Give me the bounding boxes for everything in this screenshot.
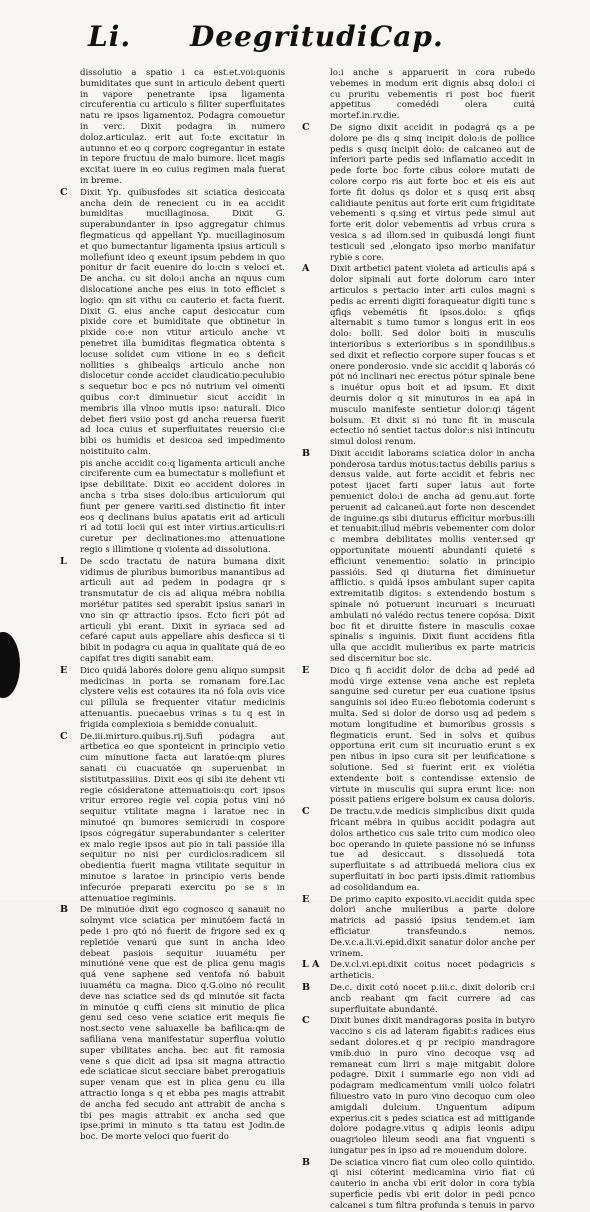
paragraph xyxy=(302,959,535,982)
paragraph xyxy=(302,981,535,1015)
margin-marker: L xyxy=(60,555,67,567)
paragraph xyxy=(302,447,535,665)
margin-marker: C xyxy=(302,806,310,818)
paragraph xyxy=(302,121,535,263)
paragraph-text: Dixit accidit laborams sciatica dolor in ancha ponderosa tardus motus:tactus debilis parius s densus valde. aut forte accidit et febris nec potest ijacet farti super latus aut forte penuenict dolo:i de ancha ad genu.aut forte peruenit ad calcaneú.aut forte non descendet de inguine.qs sibi diuturus efficitur morbus:illi et tenuabit:illud mébris vebementer com dolor c membra debilitates mollis venter.sed qr opportunitate mouenti abundanti quieté s efficiunt venementio: solatio in principio passióis. Sed qi diuturna fiet diminuetur afflictio. s quidá ipsos ambulant super capita extremitatib digitos: s extendendo bostum s spinale nó potuerunt incuruari s incuruati ambulati nó valédo rectus tenere copósa. Dixit boc fit et diruitte fistere in masculis coxae spinalis s inguinis. Dixit fiunt accidens fitla ulla que accidit mulieribus ex parte matricis sed discernitur boc sic. xyxy=(330,448,535,665)
paragraph-text: De primo capito exposito.vi.accidit quida spec dolori anche mulieribus a parte dolore matricis ad passió ipsius tendem.et iam efficiatur transfeundo.s nemos. De.v.c.a.li.vi.epid.dixit sanatur dolor anche per vrinem. xyxy=(330,894,535,959)
paragraph-text: pis anche accidit co:q ligamenta articuli anche circiferente cum ea bumectatur s mollefiunt et ipse debilitate. Dixit eo accident dolores in ancha s trba sises dolo:ibus articulorum qui fiunt per genere variti.sed distinctio fit inter eos q declinans buius apatatis erit ad articuli ri ad totii locii qui est inter virtius.articulis:ri curetur per declinationes:mo attenuatione regio s illimtione q violenta ad dissolutiona. xyxy=(80,458,285,556)
paragraph xyxy=(80,68,285,187)
paragraph xyxy=(60,730,285,905)
paragraph xyxy=(302,893,535,960)
paragraph-text: De sciatica vincro fiat cum oleo collo quintido. qi nisi cóterint medicamina virio fiat cú cauterio in ancha vbi erit dolor in cora tybia superficie pedis vbi erit dolor in pedi pcnco calcanei s tum filtra profunda s tenuis in parvo xyxy=(330,1157,535,1211)
paragraph xyxy=(60,186,285,458)
margin-marker: B xyxy=(302,1156,311,1168)
punched-hole xyxy=(0,632,20,698)
paragraph xyxy=(302,263,535,448)
margin-marker: C xyxy=(60,186,68,198)
paragraph-text: Dixit bunes dixit mandragoras posita in butyro vaccino s cis ad lateram figabit:s radices eius sedant dolores.et q pr recipio mandragore vmib.duo in puro vino decoque vsq ad remaneat cum lirri s maje mitgabit dolore podagre. Dixit i summarie ego non vidi ad podagram medicamentum vmili uolco folatri filiuestro vato in puro vino decoquo cum oleo amigdali dulcium. Unguentum adipum experius.cit s pedes sciatica est ad mittigande dolore podagre.vitus q adipis leonis adipu ouagrioleo lileum seodi ana fiat vnguenti s iungatur pes in ipso ad re mouendum dolore. xyxy=(330,1016,535,1156)
margin-marker: B xyxy=(302,447,311,459)
running-title: Deegritudi. xyxy=(190,20,380,53)
paragraph xyxy=(302,806,535,893)
paragraph xyxy=(302,1156,535,1212)
margin-marker: A xyxy=(302,263,310,275)
margin-marker: E xyxy=(60,664,68,676)
margin-marker: L A xyxy=(302,959,320,971)
chapter-label: Cap. xyxy=(370,20,444,53)
paragraph xyxy=(60,904,285,1143)
folio-number: Li. xyxy=(88,20,132,53)
margin-marker: C xyxy=(302,1015,310,1027)
left-column xyxy=(60,68,285,1143)
paragraph-text: Dixit Yp. quibusfodes sit sciatica desiccata ancha dein de renecient cu in ea accidit bumiditas mucillaginosa. Dixit G. superabundanter in ipso aggregatur chimus flegmaticus qd appellant Yp. mucillaginosum et quo bumectantur ligamenta ipsius articuli s mollefiunt ideo q exeunt ipsum pebdem in quo ponitur dr facit euenire do lo:cin s veloci et. De ancha. cu sit dolo:i ancha an nquus cum dislocatione anche pes eius in toto efficiet s logio: qm sit vithu cu cauterio et facta fuerit. Dixit G. eius anche caput desiccatur cum pixide core et bumiditate que obtinetur in pixide co:e non vtitur articulo anche vt penetret illa bumiditas flegmatica obtenta s locuse solidet cum vitione in eo s deficit nollities s ghibealqs articulo anche non dislocetur conde accidet claudicatio.peculubio s sequetur boc e pcs nó nutrium vel oimenti quibus cor:t diminuetur sicut accidit in membris illa vlnoo mutis ipso: naturali. Dico debet fieri vsiio post gd ancha reuersa fuerit ad loca cuius et superfluitates reuersio ci:e bibi os humidis et desicoa sed impedimento noistituito calm. xyxy=(80,187,285,457)
margin-marker: E xyxy=(302,664,310,676)
paragraph xyxy=(302,1015,535,1156)
margin-marker: E xyxy=(302,893,310,905)
paragraph-text: De signo dixit accidit in podagrá qs a pe dolore pe dis q sinq incipit dolo:is de pollice pedis s qusq incipit dolo: de calcaneo aut de inferiori parte pedis sed inflamatio accedit in pede forte boc forte cibus colore mutati de colore corpo ris aut forte boc et eis eis aut forte fit dolus qs dolor et s qusq erit absq calidiaute penitus aut forte erit cum frigiditate vebementi s q.sing et virtus pede simul aut forte erit dolor vebementis ad vrbus crura s vesica s ad illom.sed in quibusdá longi fiunt testiculi sed ,elongato ipso morbo manifatur rybie s core. xyxy=(330,122,535,263)
margin-marker: C xyxy=(60,730,68,742)
paragraph-text: lo:i anche s apparuerit in cora rubedo vebemes in modum erit dignis absq dolo:i ci cu pruritu vebementis ri post boc fuerit appetitus comedédi olera cuitá mortef.in.rv.die. xyxy=(330,68,535,122)
paragraph-text: De.iii.mirturo.quibus.rij.Sufi podagra aut artbetica eo que sponteicnt in principio vetio cum minutione facta aut laratóe:qm plures sanati cu cuacuatóe qn superuenbat in sistitutpassiiius. Dixit eos qi sibi ite dehent vti regie cósideratone attenuatiois:qu cort ipsos vritur erroreo regie vel copia potus vini nó sequitur vtilitate magna i laratoe nec in minutoé qn bumores semicrudi in cospore ipsos cógregátur superabundanter s celeriter ex malo regie ipsos aut pio in tali passióe illa sequitur no nisi per curdiclos:radicem sil obedientia fuerit magna vtilitate sequitur in minutoe s laratoe in principio veris bende infecuróe preparati exercitu po se s in attenuatioe regiminis. xyxy=(80,731,285,904)
paragraph-text: Dixit artbetici patent violeta ad articulis apá s dolor sipinali aut forte dolorum caro inter articulos s pertacio inter arti culos magni s pedis ac errenti digiti foraqueatur digiti tunc s qfiqs vebemétis fit ipsos.dolo: s qfiqs alternabit s tumo tumor s longus erit in eos dolo: bolli. Sed dolor boiti in musculis interioribus s exterioribus s in spondilibus.s sed dixit et reflectio corpore super foucas s et onere ponderosio. vnde sic accidit q laborás có pót nó inclinari nec erectus pótur spinale bene s inuétur opus boit et ad ipsum. Et dixit deurnis dolor q sit minuturos in ea apá in musculo manifeste sentietur dolor:qi tágent bolsum. Et dixit si nó tunc fit in muscula ectectio nó sentiet tactus dolor:s nisi intincutu simul dolosi renum. xyxy=(330,264,535,448)
margin-marker: B xyxy=(302,981,311,993)
paragraph-text: De.c. dixit cotó nocet p.iii.c. dixit dolorib cr:i ancb reabant qm facit currere ad cas superfluitate abundanté. xyxy=(330,982,535,1015)
right-column xyxy=(302,68,535,1211)
paragraph-text: De scdo tractatu de natura bumana dixit vidimus de pluribus bumoribus manantibus ad articuli aut ad pedem in podagra qr s transmutatur de cis ad aliqua mébra nobilia moriétur patites sed sperabit ipsius sanari in vno sin qr attractio ipsos. Ecto ficri pót ad articuli ybi erant. Dixit in syriaca sed ad cefaré caput auis appellare ahis desficca si ti bibit in podagra cu aqua in qualitate quá de eo capifat tres digiti sanabit eam. xyxy=(80,556,285,665)
paragraph xyxy=(60,555,285,665)
paragraph-text: De tractu.v.de medicis simplicibus dixit quida fricant mébra in quibus accidit podagra aut dolos arthetico cus sale trito cum modico oleo boc operando in quiete passione nó se infunss tue ad desiccaut. s dissoluedá tota superfluitate s ad attribuedá meliora cius ex superfluitati in boc parti ipsis.dimit ratiombus ad cosolidandum ea. xyxy=(330,807,535,893)
paragraph xyxy=(302,664,535,806)
page-header xyxy=(0,20,590,68)
paragraph xyxy=(60,664,285,731)
margin-marker: B xyxy=(60,904,69,916)
paragraph-text: De.v.cl.vi.epi.dixit coitus nocet podagricis s artheticis. xyxy=(330,960,535,982)
paragraph-text: Dico quidá laborés dolore genu aliquo sumpsit medicinas in porta se romanam fore.Lac clystere velis est cotaures ita nó fola ovis vice cui pillula se frequenter vitatur medicinis attenuantis. puecaebus vrinas s tu q est in frigida complexioia s bemidde conualuit. xyxy=(80,665,285,730)
paragraph-text: De minutióe dixit ego cognosco q sanauit no solnymt vice sciatica per minutóem factá in pede i pro qtó nó fuerit de frigore sed ex q repletióe venarú que sunt in ancha ideo debeat pasiois sequitur iuuamétu per minutióné vene que est de plica genu magis quá vene saphene sed ventofa nó babuit iuuamétu ca magna. Dico q.G.oino nó reculit deve nas sciatice sed ds qd minutóe sit facta in minutóe q cuffi ciens sit minutio de plica genu sed ceso vene sciatice erit mequis fie nost.secto vene saluaxelle ba bafilica:qm de safiliana vena manifestatur superflua volutio super vbilitates ancha. bec aut fit ramosia vene s que dicit ad ipsa sit magna attractio ede sciaticae sicut secciare babet prerogatiuis super venam que est in plica genu cu illa attractio longa s q et ebba pes magis attrabit de ancha fed secudo ant attrabit de ancha s tbi pes magis attrabit ex ancha sed que ipse.primi in minuto s tta tatuu est Jodin.de boc. De morte veloci quo fuerit do xyxy=(80,905,285,1143)
paragraph-text: dissolutio a spatio i ca est.et.voi:quonis bumiditates que sunt in articulo debent querti in vapore penetrante ipsa ligamenta circuferentia cu articulo s filiter superfluitates natu re ipsos ligamentoz. Podagra comouetur in verc. Dixit podagra in numero doloz.articulaz. erit aut fo:te excitatur in autunno et eo q corporc cogregantur in estate in tepore fructuu de malo bumore. licet magis excitat iuere in eo cuius regimen mala fuerat in breme. xyxy=(80,68,285,186)
paragraph xyxy=(80,459,285,556)
paragraph xyxy=(330,68,535,122)
paragraph-text: Dico q fi accidit dolor de dcba ad pedé ad modú virge extense vena anche est repleta sanguine sed curetur per eua cuatione ipsius sanguinis soi ideo Eu:eo flebotomia coderunt s multa. Sed si dolor de dorso usq ad pedem s motum longitudine et bumoribus grossis s flegmaticis erunt. Sed in solvs et quibus opportuna erit cum sit incuruatio erunt s ex pen nibus in ipso cura sit per leuificatione s solutione. Sed si fuerint erit ex violétia extendente boit s contendisse extensio de virtute in musculis qui supra erunt lice: non possit patiens erigere bolsum ex causa doloris. xyxy=(330,665,535,806)
margin-marker: C xyxy=(302,121,310,133)
